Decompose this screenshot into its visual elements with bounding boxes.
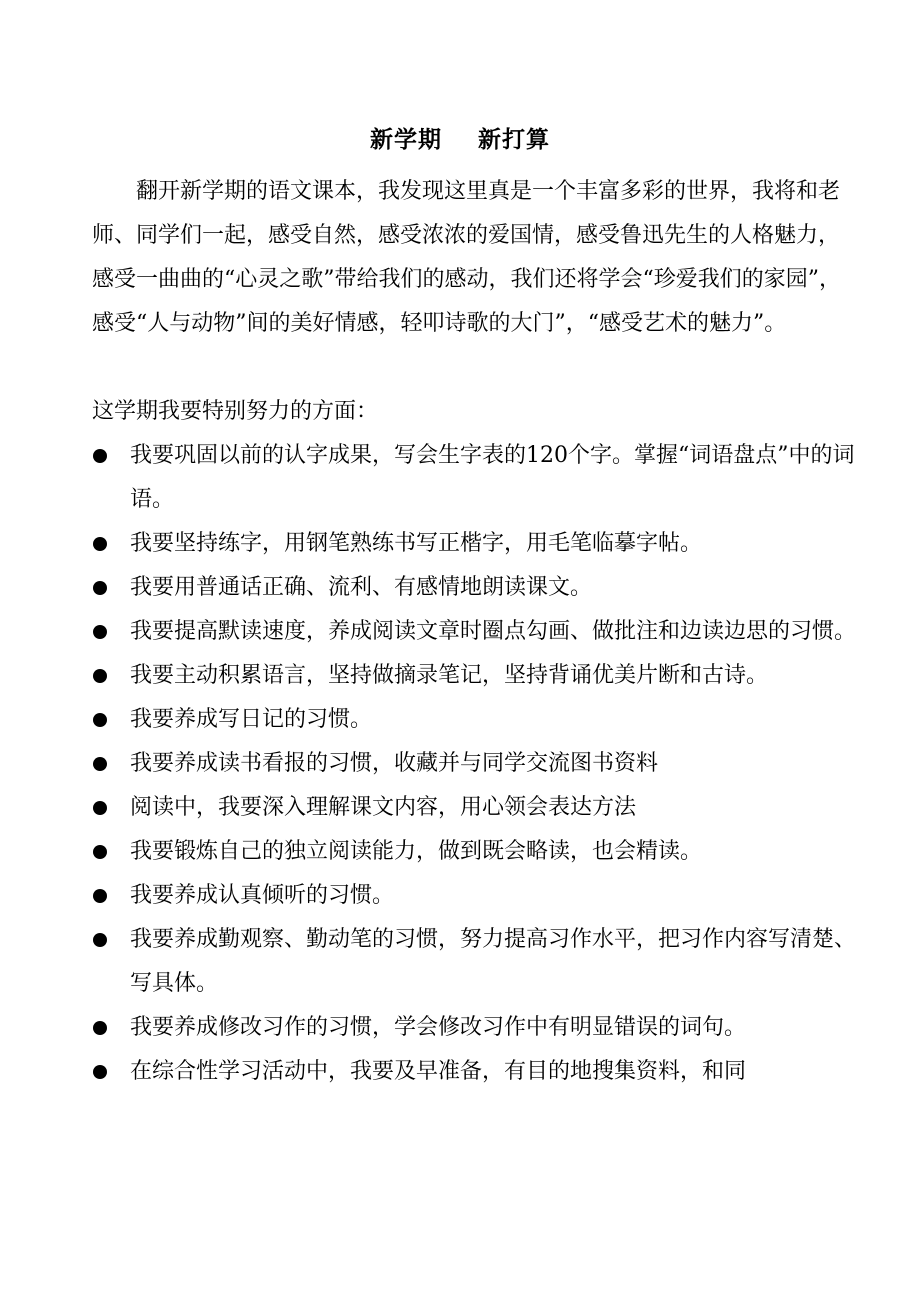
- intro-text: 翻开新学期的语文课本，我发现这里真是一个丰富多彩的世界，我将和老师、同学们一起，感受自然，感受浓浓的爱国情，感受鲁迅先生的人格魅力，感受一曲曲的“心灵之歌”带给我们的感动，我们还将学会“珍爱我们的家园”，感受“人与动物”间的美好情感，轻叩诗歌的大门”，“感受艺术的魅力”。: [92, 179, 841, 336]
- bullet-icon: [93, 1065, 107, 1079]
- goal-item: [92, 434, 870, 522]
- goal-item: [92, 1006, 870, 1050]
- goal-item: [92, 610, 870, 654]
- bullet-icon: [93, 757, 107, 771]
- goal-text: 我要提高默读速度，养成阅读文章时圈点勾画、做批注和边读边思的习惯。: [130, 619, 857, 644]
- goal-text: 阅读中，我要深入理解课文内容，用心领会表达方法: [130, 795, 637, 820]
- goals-heading: 这学期我要特别努力的方面：: [92, 399, 379, 424]
- goal-item: [92, 654, 870, 698]
- bullet-icon: [93, 449, 107, 463]
- goal-text: 我要用普通话正确、流利、有感情地朗读课文。: [130, 575, 593, 600]
- goal-item: [92, 742, 870, 786]
- bullet-icon: [93, 933, 107, 947]
- bullet-icon: [93, 801, 107, 815]
- goal-text: 我要养成修改习作的习惯，学会修改习作中有明显错误的词句。: [130, 1015, 747, 1040]
- goal-text: 我要养成勤观察、勤动笔的习惯，努力提高习作水平，把习作内容写清楚、写具体。: [130, 927, 857, 996]
- goal-item: [92, 830, 870, 874]
- goal-item: [92, 1050, 870, 1094]
- goal-text: 我要巩固以前的认字成果，写会生字表的120个字。掌握“词语盘点”中的词语。: [130, 443, 855, 512]
- bullet-icon: [93, 625, 107, 639]
- goal-item: [92, 786, 870, 830]
- bullet-icon: [93, 713, 107, 727]
- bullet-icon: [93, 669, 107, 683]
- goal-text: 我要养成认真倾听的习惯。: [130, 883, 395, 908]
- bullet-icon: [93, 537, 107, 551]
- bullet-icon: [93, 889, 107, 903]
- goal-item: [92, 874, 870, 918]
- intro-paragraph: [92, 170, 852, 346]
- goal-item: [92, 522, 870, 566]
- goal-item: [92, 566, 870, 610]
- goal-item: [92, 698, 870, 742]
- goal-text: 我要养成写日记的习惯。: [130, 707, 373, 732]
- goal-text: 我要养成读书看报的习惯，收藏并与同学交流图书资料: [130, 751, 659, 776]
- bullet-icon: [93, 1021, 107, 1035]
- goal-text: 我要坚持练字，用钢笔熟练书写正楷字，用毛笔临摹字帖。: [130, 531, 703, 556]
- bullet-icon: [93, 845, 107, 859]
- goal-text: 我要锻炼自己的独立阅读能力，做到既会略读，也会精读。: [130, 839, 703, 864]
- bullet-icon: [93, 581, 107, 595]
- goal-text: 在综合性学习活动中，我要及早准备，有目的地搜集资料，和同: [130, 1059, 747, 1084]
- goals-list: [92, 434, 870, 1094]
- goal-item: [92, 918, 870, 1006]
- goal-text: 我要主动积累语言，坚持做摘录笔记，坚持背诵优美片断和古诗。: [130, 663, 769, 688]
- document-title: 新学期 新打算: [369, 127, 551, 153]
